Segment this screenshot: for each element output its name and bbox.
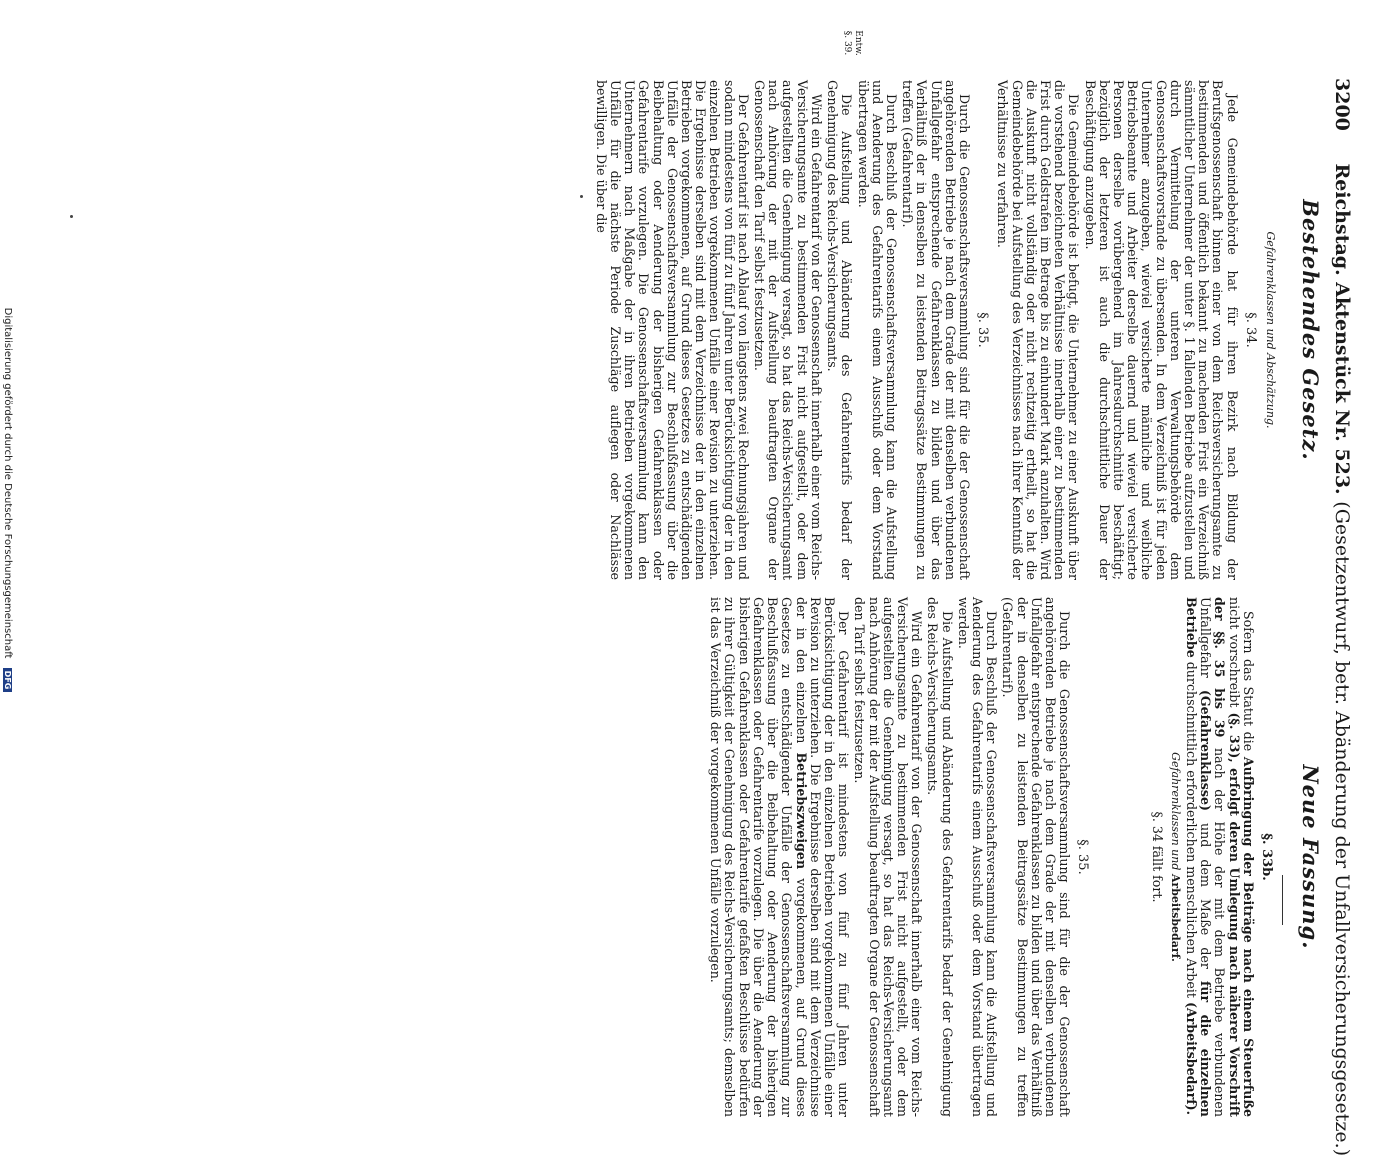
right-par35-p3: Die Aufstellung und Abänderung des Gefahrentarifs bedarf der Genehmigung des Reichs-Versicherungsamts.: [925, 597, 955, 1117]
right-section-label: [1168, 597, 1182, 1117]
scan-speck: [70, 215, 73, 218]
title-rule: [1282, 875, 1283, 925]
left-par35-p2: Durch Beschluß der Genossenschaftsversammlung kann die Aufstellung und Aenderung des Gefahrentarifs einem Ausschuß oder dem Vorstand übertragen werden.: [855, 80, 899, 580]
right-par35-p5b: vorgekommenen, auf Grund dieses Gesetzes zu entschädigender Unfälle der Genossenschaftsversammlung zur Beschlußfassung über die Beibehaltung oder Aenderung der bisherigen Gefahrenklassen oder Gefahrentarife vorzulegen. Die über die Aenderung der bisherigen Gefahrenklassen oder Gefahrentarife gefaßten Beschlüsse bedürfen zu ihrer Gültigkeit der Genehmigung des Reichs-Versicherungsamts; demselben ist das Verzeichniß der vorgekommenen Unfälle vorzulegen.: [708, 597, 809, 1117]
left-par34-heading: §. 34.: [1242, 312, 1258, 348]
left-par35-p4: Wird ein Gefahrentarif von der Genossenschaft innerhalb einer vom Reichs-Versicherungsamte zu bestimmenden Frist nicht aufgestellt, oder dem aufgestellten die Genehmigung versagt, so hat das Reichs-Versicherungsamt nach Anhörung der mit der Aufstellung beauftragten Organe der Genossenschaft den Tarif selbst festzusetzen.: [752, 80, 824, 580]
left-par34-p2: Die Gemeindebehörde ist befugt, die Unternehmer zu einer Auskunft über die vorstehend bezeichneten Verhältnisse innerhalb einer zu bestimmenden Frist durch Geldstrafen im Betrage bis zu einhundert Mark anzuhalten. Wird die Auskunft nicht vollständig oder nicht rechtzeitig ertheilt, so hat die Gemeindebehörde bei Aufstellung des Verzeichnisses nach ihrer Kenntniß der Verhältnisse zu verfahren.: [995, 80, 1082, 581]
right-par33b-bold5: (Arbeitsbedarf).: [1183, 1001, 1199, 1115]
header-title: Reichstag. Aktenstück Nr. 523.: [1331, 163, 1353, 495]
footer-text: Digitalisierung gefördert durch die Deutsche Forschungsgemeinschaft: [2, 307, 13, 659]
left-section-label: Gefahrenklassen und Abschätzung.: [1264, 231, 1277, 429]
header-subtitle: (Gesetzentwurf, betr. Abänderung der Unfallversicherungsgesetze.): [1331, 501, 1353, 1156]
right-par33b-part3: nach der Höhe der mit dem Betriebe verbundenen Unfallgefahr: [1198, 597, 1228, 1117]
right-par33b-bold3: (Gefahrenklasse): [1198, 689, 1214, 811]
right-par35-p5: [708, 597, 850, 1117]
right-column: [706, 597, 1279, 1117]
right-par33b-part5: durchschnittlich erforderlichen menschlichen Arbeit: [1183, 661, 1199, 998]
right-par35-p1: Durch die Genossenschaftsversammlung sind für die der Genossenschaft angehörenden Betriebe je nach dem Grade der mit denselben verbundenen Unfallgefahr entsprechende Gefahrenklassen zu bilden und über das Verhältniß der in denselben zu leistenden Beitragssätze Bestimmungen zu treffen (Gefahrentarif).: [1000, 597, 1073, 1117]
right-par35-p2: Durch Beschluß der Genossenschaftsversammlung kann die Aufstellung und Aenderung des Gefahrentarifs einem Ausschuß oder dem Vorstand übertragen werden.: [955, 597, 1000, 1117]
left-par35-p5: Der Gefahrentarif ist nach Ablauf von längstens zwei Rechnungsjahren und sodann mindestens von fünf zu fünf Jahren unter Berücksichtigung der in den einzelnen Betrieben vorgekommenen Unfälle einer Revision zu unterziehen. Die Ergebnisse derselben sind mit dem Verzeichnisse der in den einzelnen Betrieben vorgekommenen, auf Grund dieses Gesetzes zu entschädigenden Unfälle der Genossenschaftsversammlung zur Beschlußfassung über die Beibehaltung oder Aenderung der bisherigen Gefahrenklassen oder Gefahrentarife vorzulegen. Die Genossenschaftsversammlung kann den Unternehmern nach Maßgabe der in ihren Betrieben vorgekommenen Unfälle für die nächste Periode Zuschläge auflegen oder Nachlässe bewilligen. Die über die: [593, 80, 751, 580]
left-column: [592, 80, 1279, 580]
scan-speck: [580, 195, 583, 198]
left-par34-p1: Jede Gemeindebehörde hat für ihren Bezirk nach Bildung der Berufsgenossenschaft binnen einer von dem Reichsversicherungsamte zu bestimmenden und öffentlich bekannt zu machenden Frist ein Verzeichniß sämmtlicher Unternehmer der unter §. 1 fallenden Betriebe aufzustellen und durch Vermittelung der unteren Verwaltungsbehörde dem Genossenschaftsvorstande zu übersenden. In dem Verzeichniß ist für jeden Unternehmer anzugeben, wieviel versicherte männliche und weibliche Betriebsbeamte und Arbeiter derselbe dauernd und wieviel versicherte Personen derselbe vorübergehend im Jahresdurchschnitte beschäftigt; bezüglich der letzteren ist auch die durchschnittliche Dauer der Beschäftigung anzugeben.: [1082, 80, 1240, 580]
right-section-label-a: Gefahrenklassen und: [1168, 752, 1182, 874]
margin-note-line1: Entw.: [853, 30, 863, 56]
right-par33b-text: [1184, 597, 1255, 1117]
right-par35-p4: Wird ein Gefahrentarif von der Genossenschaft innerhalb einer vom Reichs-Versicherungsamte zu bestimmenden Frist nicht aufgestellt, oder dem aufgestellten die Genehmigung versagt, so hat das Reichs-Versicherungsamt nach Anhörung der mit der Aufstellung beauftragten Organe der Genossenschaft den Tarif selbst festzusetzen.: [852, 597, 925, 1117]
right-par33b-bold1: Aufbringung der Beiträge nach einem Steuerfuße: [1240, 756, 1256, 1117]
right-par33b-part1: Sofern das Statut die: [1240, 611, 1256, 752]
page-header: [1331, 78, 1353, 1156]
left-par35-p1: Durch die Genossenschaftsversammlung sind für die der Genossenschaft angehörenden Betriebe je nach dem Grade der mit denselben verbundenen Unfallgefahr entsprechende Gefahrenklassen zu bilden und über das Verhältniß der in denselben zu leistenden Beitragssätze Bestimmungen zu treffen (Gefahrentarif).: [900, 80, 972, 580]
right-column-title: Neue Fassung.: [1298, 764, 1323, 950]
left-column-title: Bestehendes Gesetz.: [1298, 199, 1323, 461]
margin-note-line2: §. 39.: [842, 30, 852, 56]
right-par33b-part2: nicht vorschreibt: [1226, 597, 1242, 708]
right-par35-p5a: Der Gefahrentarif ist mindestens von fünf zu fünf Jahren unter Berücksichtigung der in den einzelnen Betrieben vorgekommenen Unfälle einer Revision zu unterziehen. Die Ergebnisse derselben sind mit dem Verzeichnisse der in den einzelnen: [793, 597, 852, 1117]
right-par33b-bold4: für die einzelnen Betriebe: [1183, 597, 1214, 1117]
right-par33b-bold2: (§. 33), erfolgt deren Umlegung nach näherer Vorschrift der §§. 35 bis 39: [1212, 597, 1242, 1117]
dfg-logo: DFG: [3, 668, 12, 693]
left-par35-p3: Die Aufstellung und Abänderung des Gefahrentarifs bedarf der Genehmigung des Reichs-Versicherungsamts.: [825, 80, 855, 580]
right-par34-line: §. 34 fällt fort.: [1149, 811, 1165, 903]
right-par33b-heading: §. 33b.: [1259, 833, 1274, 881]
right-par33b-part4: und dem Maße der: [1198, 823, 1214, 969]
right-par35-p5-bold: Betriebszweigen: [793, 752, 809, 870]
digitization-footer: [2, 0, 13, 1000]
page-number: 3200: [1331, 78, 1353, 131]
right-par35-heading: §. 35.: [1075, 839, 1091, 875]
left-par35-heading: §. 35.: [975, 312, 991, 348]
right-section-label-b: Arbeitsbedarf.: [1168, 873, 1182, 962]
margin-note: [841, 20, 863, 66]
